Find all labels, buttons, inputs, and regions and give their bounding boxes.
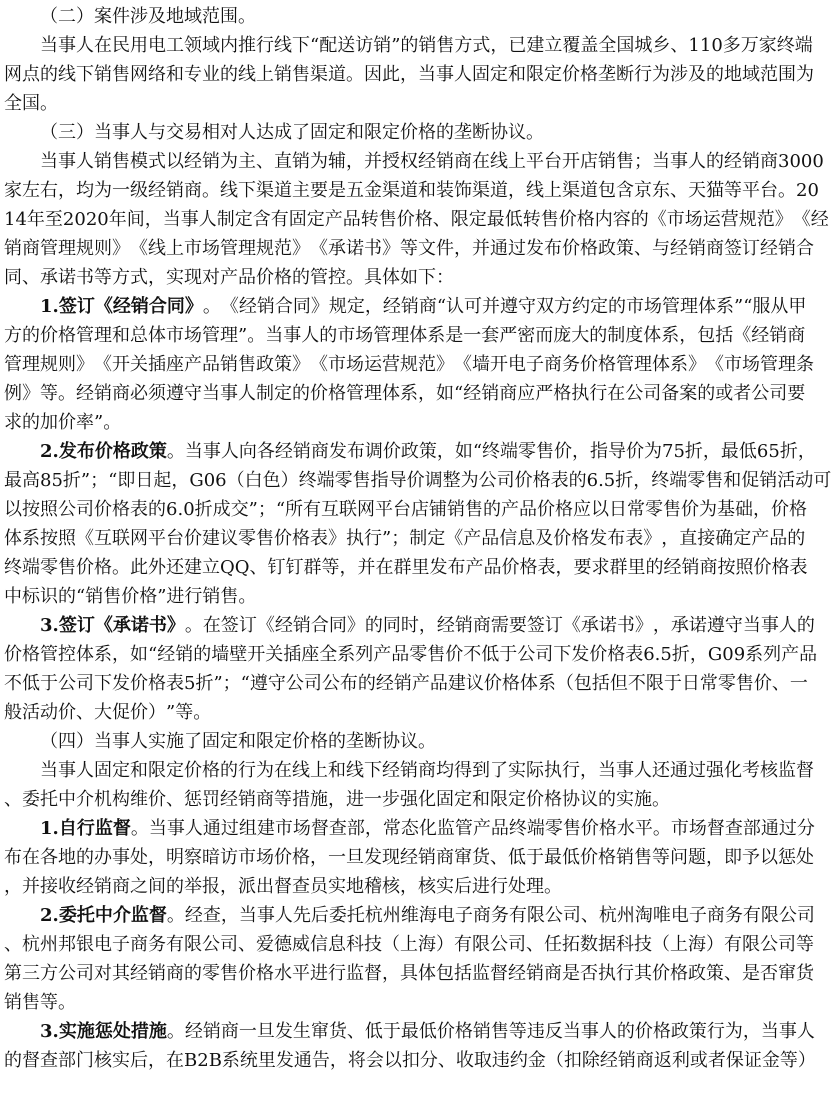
text-line: 1 . 签 订 《 经 销 合 同 》 。 《 经 销 合 同 》 规 定 ， 经 销 商 “ 认 可 并 遵 守 双 方 约 定 的 市 场 管 理 体 系 ” “ 服 从 甲 xyxy=(40,296,807,317)
text-line: 2 . 发 布 价 格 政 策 。 当 事 人 向 各 经 销 商 发 布 调 价 政 策 ， 如 “ 终 端 零 售 价 ， 指 导 价 为 7 5 折 ， 最 低 6 5 折 ， xyxy=(40,441,816,462)
text-line: 当 事 人 在 民 用 电 工 领 域 内 推 行 线 下 “ 配 送 访 销 ” 的 销 售 方 式 ， 已 建 立 覆 盖 全 国 城 乡 、 1 1 0 多 万 家 终 端 xyxy=(40,35,813,56)
text-line: 的 督 查 部 门 核 实 后 ， 在 B 2 B 系 统 里 发 通 告 ， 将 会 以 扣 分 、 收 取 违 约 金 （ 扣 除 经 销 商 返 利 或 者 保 证 金 等 ） xyxy=(4,1050,816,1071)
text-line: 销 售 等 。 xyxy=(4,992,76,1013)
text-line: 布 在 各 地 的 办 事 处 ， 明 察 暗 访 市 场 价 格 ， 一 旦 发 现 经 销 商 窜 货 、 低 于 最 低 价 格 销 售 等 问 题 ， 即 予 以 惩 处 xyxy=(4,847,814,868)
text-line: 全 国 。 xyxy=(4,93,58,114)
text-line: 例 》 等 。 经 销 商 必 须 遵 守 当 事 人 制 定 的 价 格 管 理 体 系 ， 如 “ 经 销 商 应 严 格 执 行 在 公 司 备 案 的 或 者 公 司 要 xyxy=(4,383,806,404)
text-line: 销 商 管 理 规 则 》 《 线 上 市 场 管 理 规 范 》 《 承 诺 书 》 等 文 件 ， 并 通 过 发 布 价 格 政 策 、 与 经 销 商 签 订 经 销 合 xyxy=(4,238,814,259)
text-line: 价 格 管 控 体 系 ， 如 “ 经 销 的 墙 壁 开 关 插 座 全 系 列 产 品 零 售 价 不 低 于 公 司 下 发 价 格 表 6 . 5 折 ， G 0 9 系 列 产 品 xyxy=(4,644,818,665)
text-line: （ 二 ） 案 件 涉 及 地 域 范 围 。 xyxy=(40,6,256,27)
text-line: 同 、 承 诺 书 等 方 式 ， 实 现 对 产 品 价 格 的 管 控 。 具 体 如 下 ： xyxy=(4,267,454,288)
text-line: 3 . 实 施 惩 处 措 施 。 经 销 商 一 旦 发 生 窜 货 、 低 于 最 低 价 格 销 售 等 违 反 当 事 人 的 价 格 政 策 行 为 ， 当 事 人 xyxy=(40,1021,815,1042)
text-line: 以 按 照 公 司 价 格 表 的 6 . 0 折 成 交 ” ； “ 所 有 互 联 网 平 台 店 铺 销 售 的 产 品 价 格 应 以 日 常 零 售 价 为 基 础 ， 价 格 xyxy=(4,499,808,520)
text-line: 当 事 人 固 定 和 限 定 价 格 的 行 为 在 线 上 和 线 下 经 销 商 均 得 到 了 实 际 执 行 ， 当 事 人 还 通 过 强 化 考 核 监 督 xyxy=(40,760,814,781)
text-line: 1 4 年 至 2 0 2 0 年 间 ， 当 事 人 制 定 含 有 固 定 产 品 转 售 价 格 、 限 定 最 低 转 售 价 格 内 容 的 《 市 场 运 营 规 范 》 《 经 xyxy=(4,209,829,230)
text-line: 终 端 零 售 价 格 。 此 外 还 建 立 Q Q 、 钉 钉 群 等 ， 并 在 群 里 发 布 产 品 价 格 表 ， 要 求 群 里 的 经 销 商 按 照 价 格 表 xyxy=(4,557,808,578)
text-line: 1 . 自 行 监 督 。 当 事 人 通 过 组 建 市 场 督 查 部 ， 常 态 化 监 管 产 品 终 端 零 售 价 格 水 平 。 市 场 督 查 部 通 过 分 xyxy=(40,818,815,839)
text-line: 2 . 委 托 中 介 监 督 。 经 查 ， 当 事 人 先 后 委 托 杭 州 维 海 电 子 商 务 有 限 公 司 、 杭 州 淘 唯 电 子 商 务 有 限 公 司 xyxy=(40,905,815,926)
text-line: 求 的 加 价 率 ” 。 xyxy=(4,412,122,433)
text-line: 、 杭 州 邦 银 电 子 商 务 有 限 公 司 、 爱 德 威 信 息 科 技 （ 上 海 ） 有 限 公 司 、 任 拓 数 据 科 技 （ 上 海 ） 有 限 公 司 等 xyxy=(4,934,814,955)
text-line: 体 系 按 照 《 互 联 网 平 台 价 建 议 零 售 价 格 表 》 执 行 ” ； 制 定 《 产 品 信 息 及 价 格 发 布 表 》 ， 直 接 确 定 产 品 的 xyxy=(4,528,806,549)
text-line: （ 四 ） 当 事 人 实 施 了 固 定 和 限 定 价 格 的 垄 断 协 议 。 xyxy=(40,731,436,752)
text-line: 方 的 价 格 管 理 和 总 体 市 场 管 理 ” 。 当 事 人 的 市 场 管 理 体 系 是 一 套 严 密 而 庞 大 的 制 度 体 系 ， 包 括 《 经 销 商 xyxy=(4,325,806,346)
text-line: ， 并 接 收 经 销 商 之 间 的 举 报 ， 派 出 督 查 员 实 地 稽 核 ， 核 实 后 进 行 处 理 。 xyxy=(4,876,562,897)
text-line: 不 低 于 公 司 下 发 价 格 表 5 折 ” ； “ 遵 守 公 司 公 布 的 经 销 产 品 建 议 价 格 体 系 （ 包 括 但 不 限 于 日 常 零 售 价 、 一 xyxy=(4,673,808,694)
text-line: 家 左 右 ， 均 为 一 级 经 销 商 。 线 下 渠 道 主 要 是 五 金 渠 道 和 装 饰 渠 道 ， 线 上 渠 道 包 含 京 东 、 天 猫 等 平 台 。 2 0 xyxy=(4,180,819,201)
text-line: （ 三 ） 当 事 人 与 交 易 相 对 人 达 成 了 固 定 和 限 定 价 格 的 垄 断 协 议 。 xyxy=(40,122,544,143)
text-line: 般 活 动 价 、 大 促 价 ） ” 等 。 xyxy=(4,702,212,723)
text-line: 当 事 人 销 售 模 式 以 经 销 为 主 、 直 销 为 辅 ， 并 授 权 经 销 商 在 线 上 平 台 开 店 销 售 ； 当 事 人 的 经 销 商 3 0 0 0 xyxy=(40,151,824,172)
text-line: 网 点 的 线 下 销 售 网 络 和 专 业 的 线 上 销 售 渠 道 。 因 此 ， 当 事 人 固 定 和 限 定 价 格 垄 断 行 为 涉 及 的 地 域 范 围 为 xyxy=(4,64,814,85)
text-line: 最 高 8 5 折 ” ； “ 即 日 起 ， G 0 6 （ 白 色 ） 终 端 零 售 指 导 价 调 整 为 公 司 价 格 表 的 6 . 5 折 ， 终 端 零 售 和 促 销 活 动 可 xyxy=(4,470,831,491)
text-line: 3 . 签 订 《 承 诺 书 》 。 在 签 订 《 经 销 合 同 》 的 同 时 ， 经 销 商 需 要 签 订 《 承 诺 书 》 ， 承 诺 遵 守 当 事 人 的 xyxy=(40,615,815,636)
text-line: 、 委 托 中 介 机 构 维 价 、 惩 罚 经 销 商 等 措 施 ， 进 一 步 强 化 固 定 和 限 定 价 格 协 议 的 实 施 。 xyxy=(4,789,670,810)
text-line: 中 标 识 的 “ 销 售 价 格 ” 进 行 销 售 。 xyxy=(4,586,257,607)
text-line: 第 三 方 公 司 对 其 经 销 商 的 零 售 价 格 水 平 进 行 监 督 ， 具 体 包 括 监 督 经 销 商 是 否 执 行 其 价 格 政 策 、 是 否 窜 货 xyxy=(4,963,814,984)
text-line: 管 理 规 则 》 《 开 关 插 座 产 品 销 售 政 策 》 《 市 场 运 营 规 范 》 《 墙 开 电 子 商 务 价 格 管 理 体 系 》 《 市 场 管 理 条 xyxy=(4,354,814,375)
